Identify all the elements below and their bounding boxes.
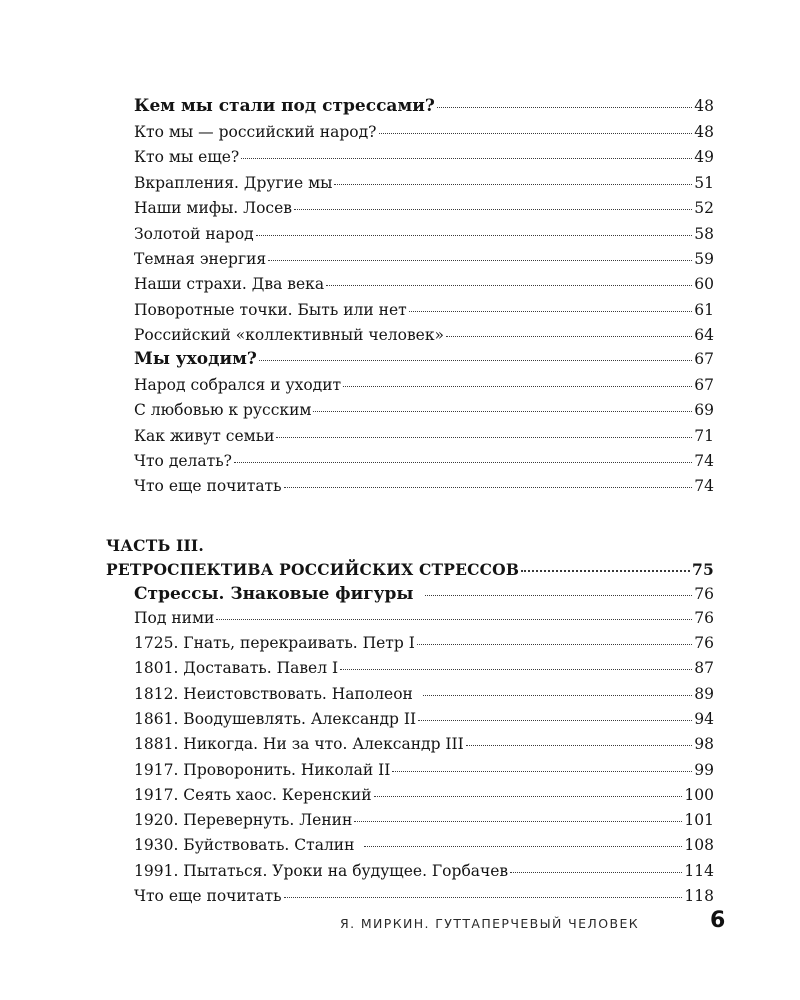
toc-entry-title: С любовью к русским: [134, 401, 312, 419]
dot-leader: [364, 846, 682, 847]
dot-leader: [392, 771, 692, 772]
toc-entry-title: 1881. Никогда. Ни за что. Александр III: [134, 735, 464, 753]
toc-entry-page: 100: [684, 786, 714, 804]
toc-entry[interactable]: [134, 375, 714, 395]
toc-entry[interactable]: [134, 249, 714, 269]
toc-entry-page: 87: [694, 659, 714, 677]
toc-entry[interactable]: [134, 886, 714, 906]
toc-entry-title: Вкрапления. Другие мы: [134, 174, 333, 192]
dot-leader: [417, 644, 692, 645]
part-label: ЧАСТЬ III.: [106, 536, 204, 555]
toc-entry-page: 71: [694, 427, 714, 445]
toc-entry-page: 48: [694, 97, 714, 115]
toc-entry[interactable]: [134, 476, 714, 496]
toc-entry-page: 114: [684, 862, 714, 880]
dot-leader: [446, 336, 692, 337]
toc-entry-title: Под ними: [134, 609, 215, 627]
toc-entry[interactable]: [134, 760, 714, 780]
toc-entry-page: 89: [694, 685, 714, 703]
dot-leader: [313, 411, 692, 412]
dot-leader: [409, 311, 693, 312]
toc-entry[interactable]: [134, 224, 714, 244]
dot-leader: [284, 487, 693, 488]
toc-entry-page: 69: [694, 401, 714, 419]
dot-leader: [340, 669, 692, 670]
toc-entry[interactable]: [134, 325, 714, 345]
toc-entry[interactable]: [134, 400, 714, 420]
toc-entry-title: 1917. Сеять хаос. Керенский: [134, 786, 372, 804]
toc-entry[interactable]: [134, 426, 714, 446]
dot-leader: [510, 872, 682, 873]
toc-entry-page: 64: [694, 326, 714, 344]
toc-entry[interactable]: [134, 785, 714, 805]
dot-leader: [256, 235, 693, 236]
toc-entry-title: 1920. Перевернуть. Ленин: [134, 811, 353, 829]
toc-entry[interactable]: [134, 608, 714, 628]
toc-entry[interactable]: [134, 633, 714, 653]
toc-entry[interactable]: [134, 300, 714, 320]
toc-entry[interactable]: [134, 173, 714, 193]
toc-entry-page: 59: [694, 250, 714, 268]
toc-entry-page: 76: [694, 585, 714, 603]
dot-leader: [521, 570, 690, 572]
toc-entry-page: 58: [694, 225, 714, 243]
page-number: 6: [710, 908, 726, 933]
toc-entry[interactable]: [134, 451, 714, 471]
toc-entry[interactable]: [134, 861, 714, 881]
toc-entry-title: Мы уходим?: [134, 349, 257, 369]
toc-entry-page: 67: [694, 376, 714, 394]
toc-entry-title: 1812. Неистовствовать. Наполеон: [134, 685, 413, 703]
dot-leader: [268, 260, 692, 261]
toc-entry[interactable]: [134, 274, 714, 294]
dot-leader: [234, 462, 692, 463]
toc-entry[interactable]: [134, 96, 714, 116]
part-page: 75: [692, 560, 714, 579]
toc-entry-page: 67: [694, 350, 714, 368]
toc-entry-title: 1930. Буйствовать. Сталин: [134, 836, 355, 854]
toc-entry-page: 118: [684, 887, 714, 905]
toc-entry-page: 76: [694, 634, 714, 652]
toc-entry-title: Что еще почитать: [134, 477, 282, 495]
toc-entry-title: Что делать?: [134, 452, 232, 470]
dot-leader: [354, 821, 682, 822]
dot-leader: [326, 285, 692, 286]
dot-leader: [374, 796, 683, 797]
dot-leader: [284, 897, 683, 898]
toc-entry[interactable]: [134, 734, 714, 754]
running-title: Я. МИРКИН. ГУТТАПЕРЧЕВЫЙ ЧЕЛОВЕК: [340, 916, 640, 931]
toc-entry-title: Золотой народ: [134, 225, 254, 243]
toc-entry-title: Российский «коллективный человек»: [134, 326, 445, 344]
toc-entry-title: Поворотные точки. Быть или нет: [134, 301, 407, 319]
toc-entry-title: Темная энергия: [134, 250, 267, 268]
toc-entry-page: 94: [694, 710, 714, 728]
toc-entry-title: 1991. Пытаться. Уроки на будущее. Горбачев: [134, 862, 509, 880]
dot-leader: [437, 107, 692, 108]
dot-leader: [241, 158, 692, 159]
toc-entry-page: 98: [694, 735, 714, 753]
dot-leader: [334, 184, 692, 185]
toc-entry-page: 74: [694, 477, 714, 495]
toc-entry-title: Кем мы стали под стрессами?: [134, 96, 435, 116]
dot-leader: [294, 209, 692, 210]
toc-entry-title: Народ собрался и уходит: [134, 376, 342, 394]
toc-entry-page: 51: [694, 174, 714, 192]
toc-entry[interactable]: [134, 584, 714, 604]
toc-entry-page: 108: [684, 836, 714, 854]
dot-leader: [423, 695, 692, 696]
toc-entry[interactable]: [134, 658, 714, 678]
toc-entry-title: Наши страхи. Два века: [134, 275, 325, 293]
toc-entry-title: Наши мифы. Лосев: [134, 199, 292, 217]
dot-leader: [466, 745, 692, 746]
toc-entry[interactable]: [134, 198, 714, 218]
part-title: РЕТРОСПЕКТИВА РОССИЙСКИХ СТРЕССОВ: [106, 560, 520, 579]
toc-entry-page: 76: [694, 609, 714, 627]
dot-leader: [379, 133, 693, 134]
dot-leader: [343, 386, 692, 387]
toc-entry[interactable]: [134, 835, 714, 855]
toc-entry-title: 1725. Гнать, перекраивать. Петр I: [134, 634, 415, 652]
toc-entry-page: 49: [694, 148, 714, 166]
toc-entry[interactable]: [134, 122, 714, 142]
toc-entry-page: 101: [684, 811, 714, 829]
toc-entry-page: 52: [694, 199, 714, 217]
toc-entry[interactable]: [134, 684, 714, 704]
toc-entry-page: 60: [694, 275, 714, 293]
toc-entry-title: Стрессы. Знаковые фигуры: [134, 584, 414, 604]
dot-leader: [276, 437, 692, 438]
toc-entry-page: 99: [694, 761, 714, 779]
dot-leader: [418, 720, 692, 721]
toc-entry-page: 48: [694, 123, 714, 141]
toc-entry-title: Кто мы — российский народ?: [134, 123, 377, 141]
toc-entry-title: Что еще почитать: [134, 887, 282, 905]
dot-leader: [216, 619, 692, 620]
toc-entry[interactable]: [134, 709, 714, 729]
toc-entry-title: Кто мы еще?: [134, 148, 240, 166]
part-title-entry[interactable]: [106, 560, 714, 580]
dot-leader: [425, 595, 692, 596]
toc-entry-title: 1917. Проворонить. Николай II: [134, 761, 391, 779]
toc-entry-title: Как живут семьи: [134, 427, 275, 445]
toc-entry-title: 1861. Воодушевлять. Александр II: [134, 710, 417, 728]
toc-entry-title: 1801. Доставать. Павел I: [134, 659, 339, 677]
dot-leader: [259, 360, 692, 361]
toc-entry-page: 61: [694, 301, 714, 319]
toc-entry[interactable]: [134, 810, 714, 830]
toc-entry[interactable]: [134, 349, 714, 369]
toc-entry[interactable]: [134, 147, 714, 167]
toc-entry-page: 74: [694, 452, 714, 470]
